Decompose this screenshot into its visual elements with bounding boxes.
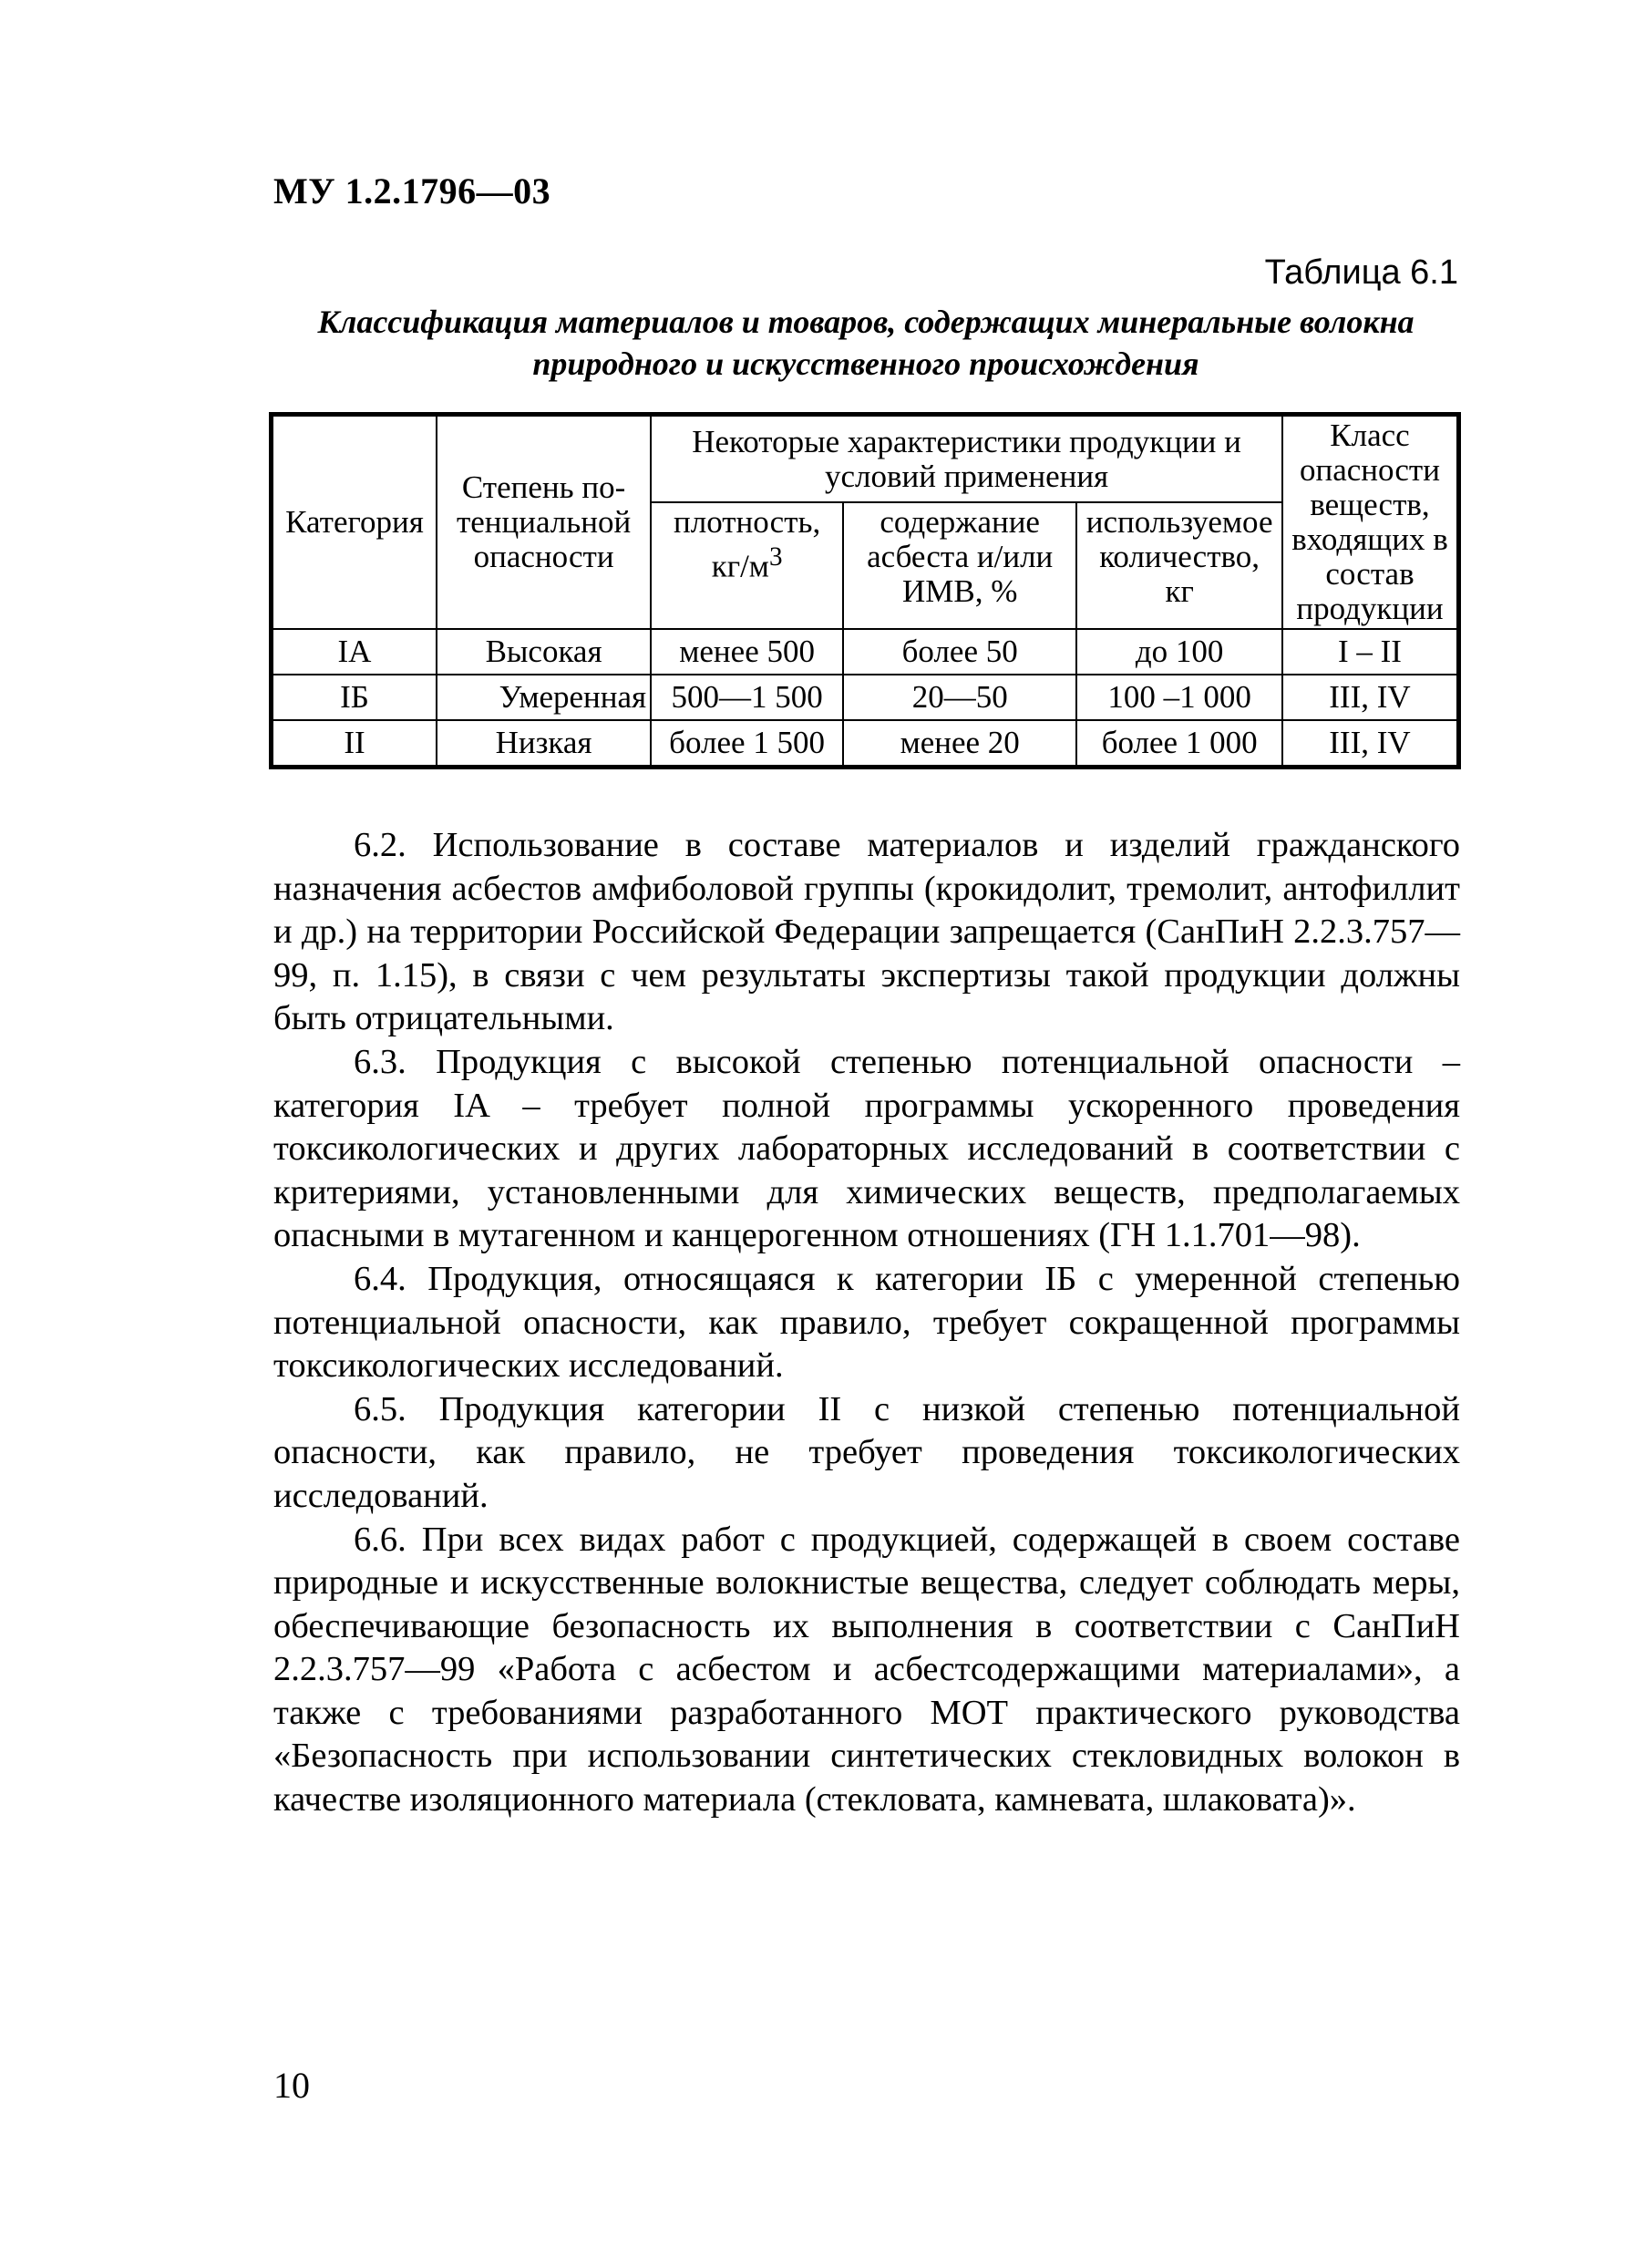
- paragraph-6-4: 6.4. Продукция, относящаяся к категории IБ с умеренной степенью потенциальной опасности, как правило, требует сокращенной программы токсикологических исследований.: [273, 1259, 1460, 1386]
- header-density-sup: 3: [768, 542, 783, 572]
- cell-category: II: [272, 720, 437, 768]
- cell-category: IБ: [272, 675, 437, 720]
- header-density: [651, 502, 843, 629]
- cell-degree: Высокая: [437, 629, 651, 675]
- table-title: [273, 301, 1458, 385]
- cell-hazard-class: I – II: [1282, 629, 1459, 675]
- cell-hazard-class: III, IV: [1282, 675, 1459, 720]
- cell-degree: Низкая: [437, 720, 651, 768]
- header-content: содержание асбеста и/или ИМВ, %: [843, 502, 1076, 629]
- header-degree: Степень по-тенциальной опасности: [437, 415, 651, 630]
- cell-density: 500—1 500: [651, 675, 843, 720]
- cell-density: более 1 500: [651, 720, 843, 768]
- header-quantity: используемое количество, кг: [1076, 502, 1282, 629]
- header-density-label: плотность, кг/м: [674, 504, 821, 584]
- cell-quantity: 100 –1 000: [1076, 675, 1282, 720]
- cell-hazard-class: III, IV: [1282, 720, 1459, 768]
- table-row: [272, 720, 1459, 768]
- cell-content: 20—50: [843, 675, 1076, 720]
- cell-density: менее 500: [651, 629, 843, 675]
- body-text: [273, 824, 1460, 1822]
- paragraph-6-3: 6.3. Продукция с высокой степенью потенциальной опасности – категория IA – требует полной программы ускоренного проведения токсикологических и других лабораторных исследований в соответствии с критериями, установленными для химических веществ, предполагаемых опасными в мутагенном и канцерогенном отношениях (ГН 1.1.701—98).: [273, 1042, 1460, 1255]
- table-row: [272, 675, 1459, 720]
- table-title-line: Классификация материалов и товаров, содержащих минеральные волокна: [317, 304, 1415, 340]
- header-characteristics: Некоторые характеристики продукции и условий применения: [651, 415, 1282, 503]
- table-title-line: природного и искусственного происхождения: [532, 345, 1199, 382]
- paragraph-6-2: 6.2. Использование в составе материалов и изделий гражданского назначения асбестов амфиболовой группы (крокидолит, тремолит, антофиллит и др.) на территории Российской Федерации запрещается (СанПиН 2.2.3.757—99, п. 1.15), в связи с чем результаты экспертизы такой продукции должны быть отрицательными.: [273, 826, 1460, 1038]
- page-number: 10: [273, 2065, 310, 2106]
- cell-content: более 50: [843, 629, 1076, 675]
- table-label: Таблица 6.1: [1264, 253, 1458, 292]
- paragraph-6-6: 6.6. При всех видах работ с продукцией, содержащей в своем составе природные и искусственные волокнистые вещества, следует соблюдать меры, обеспечивающие безопасность их выполнения в соответствии с СанПиН 2.2.3.757—99 «Работа с асбестом и асбестсодержащими материалами», а также с требованиями разработанного МОТ практического руководства «Безопасность при использовании синтетических стекловидных волокон в качестве изоляционного материала (стекловата, камневата, шлаковата)».: [273, 1520, 1460, 1820]
- paragraph-6-5: 6.5. Продукция категории II с низкой степенью потенциальной опасности, как правило, не требует проведения токсикологических исследований.: [273, 1389, 1460, 1515]
- cell-degree: Умеренная: [437, 675, 651, 720]
- document-code: МУ 1.2.1796—03: [273, 170, 551, 211]
- table-row: [272, 629, 1459, 675]
- cell-quantity: более 1 000: [1076, 720, 1282, 768]
- classification-table: [269, 412, 1461, 769]
- header-category: Категория: [272, 415, 437, 630]
- cell-category: IA: [272, 629, 437, 675]
- cell-content: менее 20: [843, 720, 1076, 768]
- cell-quantity: до 100: [1076, 629, 1282, 675]
- header-hazard-class: Класс опасности веществ, входящих в состав продукции: [1282, 415, 1459, 630]
